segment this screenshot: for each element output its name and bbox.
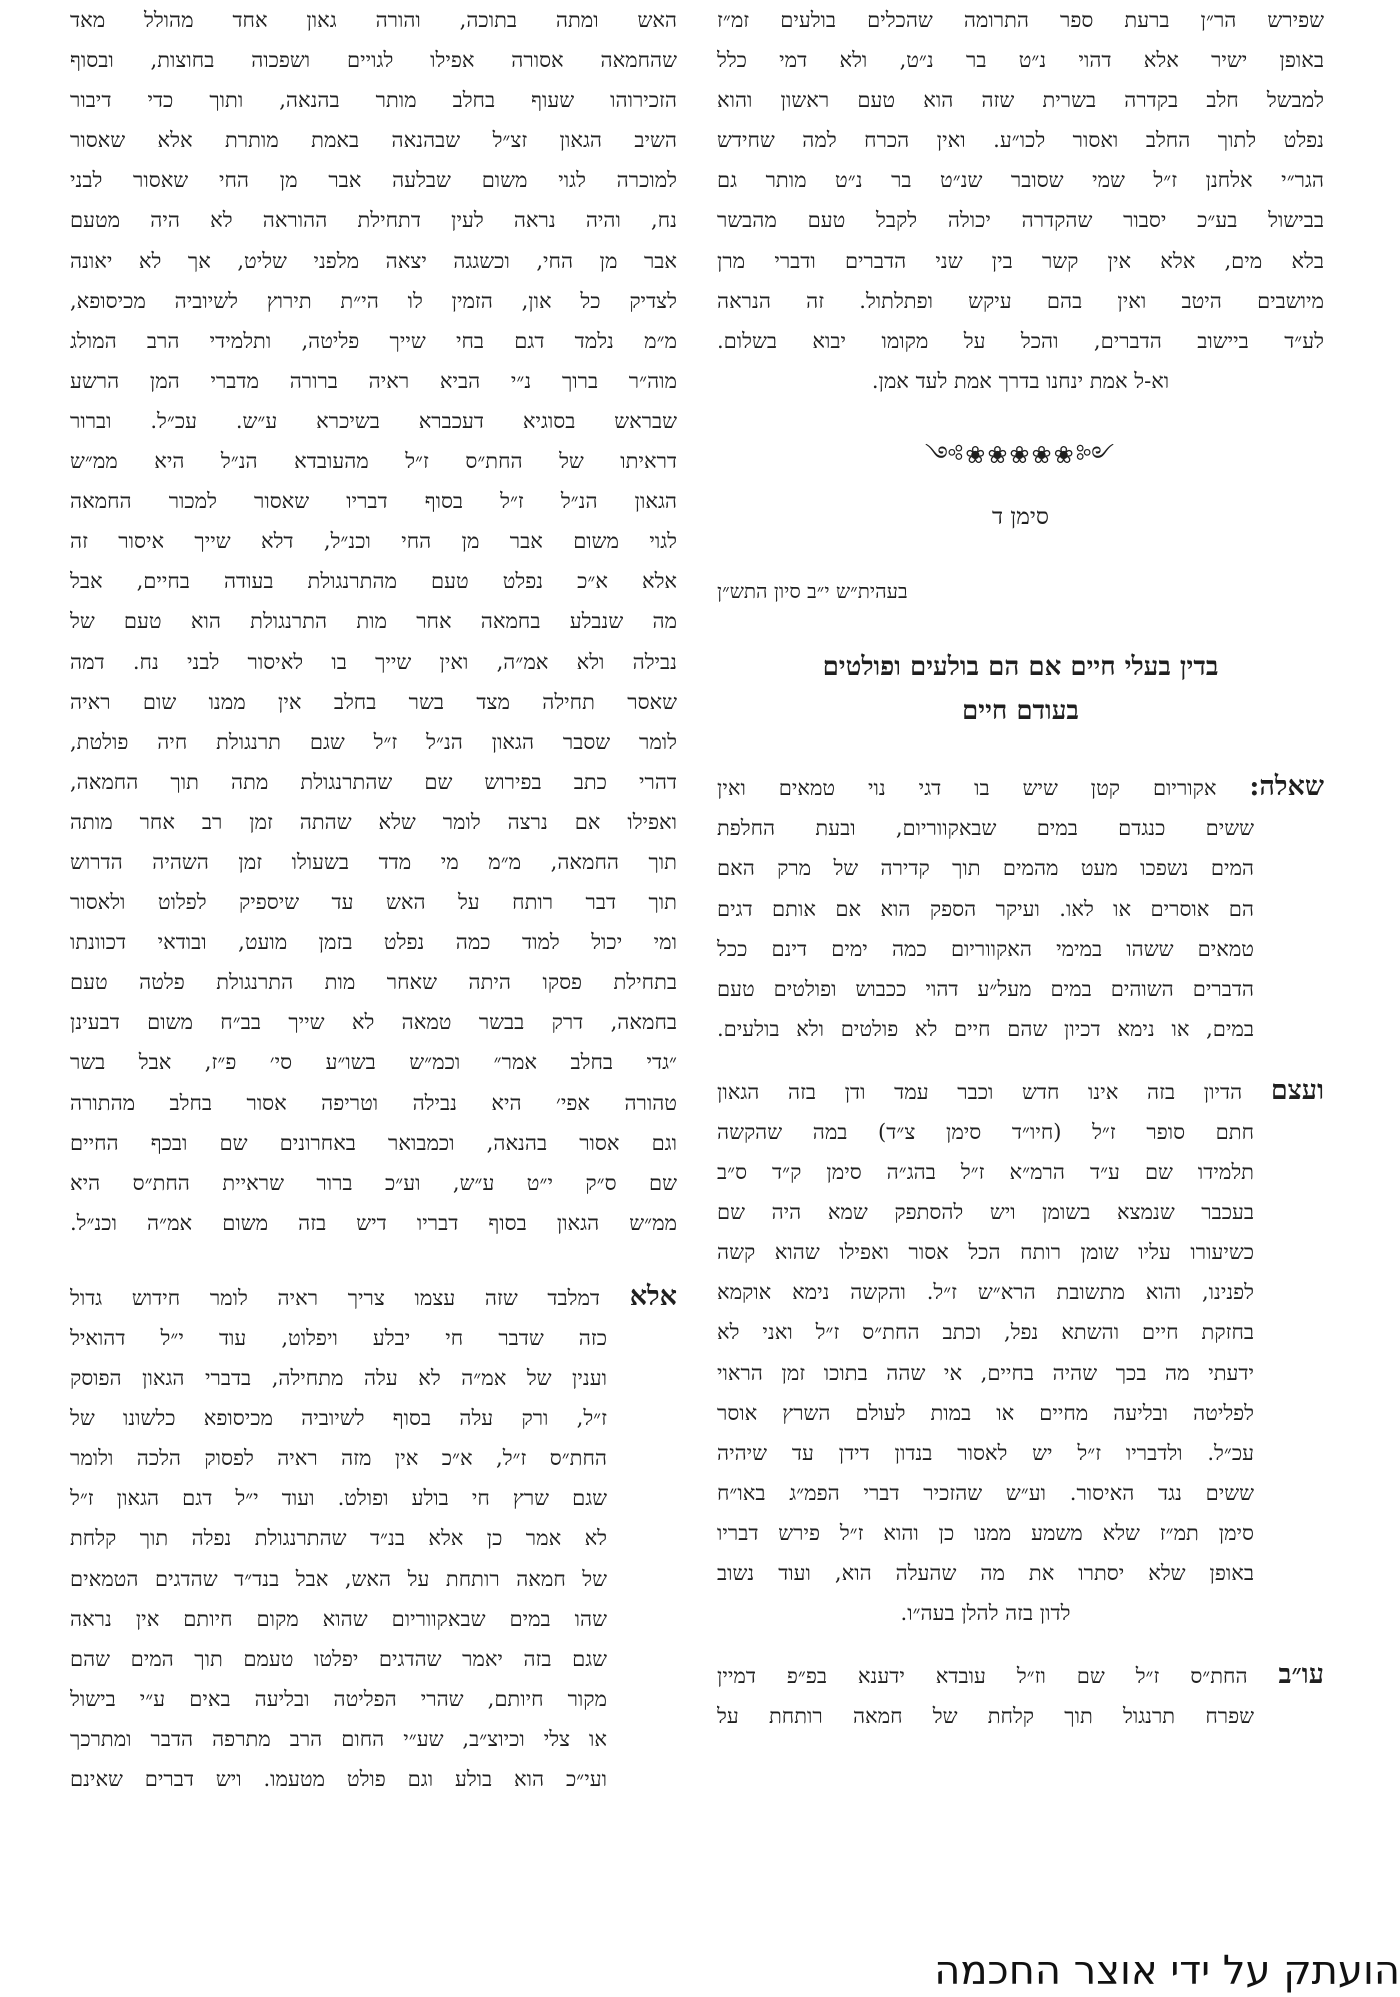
text-line: אבר מן החי, וכשגגה יצאה מלפני שליט, אך לא יאונה <box>70 248 677 273</box>
spacer <box>717 475 1324 497</box>
spacer <box>717 1633 1324 1655</box>
text-line: הגאון הנ״ל ז״ל בסוף דבריו שאסור למכור החמאה <box>70 489 677 514</box>
right-column <box>717 0 1324 1736</box>
essence-paragraph <box>717 1071 1324 1633</box>
text-line: טמאים ששהו במימי האקווריום כמה ימים דינם ככל <box>717 936 1254 961</box>
text-line: ידעתי מה בכך שהיה בחיים, אי שהה בתוכו זמן הראוי <box>717 1360 1254 1385</box>
text-line: עכ״ל. ולדבריו ז״ל יש לאסור בנדון דידן עד שיהיה <box>717 1440 1254 1465</box>
date-line: בעהית״ש י״ב סיון התש״ן <box>717 579 908 604</box>
text-line: נח, והיה נראה לעין דתחילת ההוראה לא היה מטעם <box>70 208 677 233</box>
text-line: לומר שסבר הגאון הנ״ל ז״ל שגם תרנגולת חיה פולטת, <box>70 729 677 754</box>
text-line: לצדיק כל און, הזמין לו הי״ת תירוץ לשיוביה מכיסופא, <box>70 288 677 313</box>
spacer <box>717 537 1324 571</box>
text-line: ששים נגד האיסור. וע״ש שהזכיר דברי הפמ״ג באו״ח <box>717 1480 1254 1505</box>
text-line: בלא מים, אלא אין קשר בין שני הדברים ודברי מרן <box>717 248 1324 273</box>
text-line: כשיעורו עליו שומן רותח הכל אסור ואפילו שהוא קשה <box>717 1240 1254 1265</box>
text-line: כזה שדבר חי יבלע ויפלוט, עוד י״ל דהואיל <box>70 1326 607 1350</box>
text-line: ועצם הדיון בזה אינו חדש וכבר עמד ודן בזה הגאון <box>717 1074 1324 1106</box>
text-line: תוך דבר רותח על האש עד שיספיק לפלוט ולאסור <box>70 890 677 915</box>
text-line: בתחילת פסקו היתה שאחר מות התרנגולת פלטה טעם <box>70 970 677 995</box>
paragraph-lead-word: אלא <box>629 1280 677 1312</box>
text-line: תלמידו שם ע״ד הרמ״א ז״ל בהג״ה סימן ק״ד ס״ב <box>717 1160 1254 1185</box>
spacer <box>717 611 1324 645</box>
text-line: בחזקת חיים והשתא נפל, וכתב החת״ס ז״ל ואני לא <box>717 1320 1254 1345</box>
ela-paragraph <box>70 1277 677 1799</box>
text-line: למוכרה לגוי משום שבלעה אבר מן החי שאסור לבני <box>70 168 677 193</box>
left-column <box>70 0 677 1799</box>
text-line: לפליטה ובליעה מחיים או במות לעולם השרץ אוסר <box>717 1400 1254 1425</box>
spacer <box>717 401 1324 435</box>
text-line: שם ס״ק י״ט ע״ש, וע״כ ברור שראיית החת״ס היא <box>70 1170 677 1195</box>
text-line: טהורה אפי׳ היא נבילה וטריפה אסור בחלב מהתורה <box>70 1090 677 1115</box>
text-line: שהחמאה אסורה אפילו לגויים ושפכוה בחוצות, ובסוף <box>70 48 677 73</box>
text-line: סימן תמ״ז שלא משמע ממנו כן והוא ז״ל פירש דבריו <box>717 1520 1254 1545</box>
text-line: עו״ב החת״ס ז״ל שם וז״ל עובדא ידענא בפ״פ דמיין <box>717 1659 1324 1691</box>
spacer <box>717 1049 1324 1071</box>
text-line: בעכבר שנמצא בשומן ויש להסתפק שמא היה שם <box>717 1200 1254 1225</box>
section-title-line1: בדין בעלי חיים אם הם בולעים ופולטים <box>822 652 1219 683</box>
section-title-line2: בעודם חיים <box>962 696 1079 727</box>
paragraph-lead-word: עו״ב <box>1278 1659 1324 1691</box>
text-line: מה שנבלע בחמאה אחר מות התרנגולת הוא טעם של <box>70 609 677 634</box>
text-line: לע״ד ביישוב הדברים, והכל על מקומו יבוא בשלום. <box>717 328 1324 353</box>
text-line: תוך החמאה, מ״מ מי מדד בשעולו זמן השהיה הדרוש <box>70 849 677 874</box>
text-line: באופן ישיר אלא דהוי נ״ט בר נ״ט, ולא דמי כלל <box>717 48 1324 73</box>
ornament-divider: ༺❀❀❀❀❀༻ <box>924 440 1117 469</box>
text-line: מ״מ נלמד דגם בחי שייך פליטה, ותלמידי הרב המולג <box>70 328 677 353</box>
text-line: בחמאה, דרק בבשר טמאה לא שייך בב״ח משום דבעינן <box>70 1010 677 1035</box>
text-line: בבישול בע״כ יסבור שהקדרה יכולה לקבל טעם מהבשר <box>717 208 1324 233</box>
text-line: ששים כנגדם במים שבאקווריום, ובעת החלפת <box>717 816 1254 841</box>
text-line: נפלט לתוך החלב ואסור לכו״ע. ואין הכרח למה שחידש <box>717 128 1324 153</box>
text-line: שפירש הר״ן ברעת ספר התרומה שהכלים בולעים זמ״ז <box>717 8 1324 32</box>
paragraph-lead-word: שאלה: <box>1249 771 1324 803</box>
text-line: שגם שרץ חי בולע ופולט. ועוד י״ל דגם הגאון ז״ל <box>70 1486 607 1511</box>
text-line: שבראש בסוגיא דעכברא בשיכרא ע״ש. עכ״ל. וברור <box>70 408 677 433</box>
spacer <box>70 1243 677 1277</box>
text-line: שהו במים שבאקווריום שהוא מקום חיותם אין נראה <box>70 1606 607 1631</box>
text-line: וענין של אמ״ה לא עלה מתחילה, בדברי הגאון הפוסק <box>70 1366 607 1391</box>
text-line: וא-ל אמת ינחנו בדרך אמת לעד אמן. <box>871 368 1170 393</box>
text-line: ממ״ש הגאון בסוף דבריו דיש בזה משום אמ״ה וכנ״ל. <box>70 1210 677 1235</box>
text-line: המים נשפכו מעט מהמים תוך קדירה של מרק האם <box>717 856 1254 881</box>
text-line: דהרי כתב בפירוש שם שהתרנגולת מתה תוך החמאה, <box>70 769 677 794</box>
text-line: ומי יכול למוד כמה נפלט בזמן מועט, ובודאי דכוונתו <box>70 930 677 955</box>
intro-paragraph <box>717 0 1324 401</box>
text-line: לדון בזה להלן בעה״ו. <box>900 1601 1071 1626</box>
text-line: החת״ס ז״ל, א״כ אין מזה ראיה לפסוק הלכה ולומר <box>70 1446 607 1471</box>
text-line: הם אוסרים או לאו. ועיקר הספק הוא אם אותם דגים <box>717 896 1254 921</box>
text-line: חתם סופר ז״ל (חיו״ד סימן צ״ד) במה שהקשה <box>717 1119 1254 1144</box>
text-line: במים, או נימא דכיון שהם חיים לא פולטים ולא בולעים. <box>717 1016 1254 1041</box>
text-line: השיב הגאון זצ״ל שבהנאה באמת מותרת אלא שאסור <box>70 128 677 153</box>
text-line: שגם בזה יאמר שהדגים יפלטו טעמם תוך המים שהם <box>70 1646 607 1671</box>
text-line: ז״ל, ורק עלה בסוף לשיוביה מכיסופא כלשונו של <box>70 1406 607 1431</box>
text-line: שאסר תחילה מצד בשר בחלב אין ממנו שום ראיה <box>70 689 677 714</box>
main-paragraph <box>70 0 677 1243</box>
text-line: וגם אסור בהנאה, וכמבואר באחרונים שם ובכף החיים <box>70 1130 677 1155</box>
text-line: מיושבים היטב ואין בהם עיקש ופתלתול. זה הנראה <box>717 288 1324 313</box>
ayin-paragraph <box>717 1655 1324 1736</box>
text-line: או צלי וכיוצ״ב, שע״י החום הרב מתרפה הדבר ומתרכך <box>70 1726 607 1751</box>
text-line: שאלה: אקוריום קטן שיש בו דגי נוי טמאים ואין <box>717 771 1324 803</box>
text-line: האש ומתה בתוכה, והורה גאון אחד מהולל מאד <box>70 8 677 32</box>
text-line: לפנינו, והוא מתשובת הרא״ש ז״ל. והקשה נימא אוקמא <box>717 1280 1254 1305</box>
text-line: הזכירוהו שעוף בחלב מותר בהנאה, ותוך כדי דיבור <box>70 88 677 113</box>
text-line: אלא דמלבד שזה עצמו צריך ראיה לומר חידוש גדול <box>70 1280 677 1312</box>
text-line: הדברים השוהים במים מעל״ע דהוי ככבוש ופולטים טעם <box>717 976 1254 1001</box>
text-line: למבשל חלב בקדרה בשרית שזה הוא טעם ראשון והוא <box>717 88 1324 113</box>
text-line: לא אמר כן אלא בנ״ד שהתרנגולת נפלה תוך קלחת <box>70 1526 607 1551</box>
text-line: מוה״ר ברוך נ״י הביא ראיה ברורה מדברי המן הרשע <box>70 368 677 393</box>
text-line: נבילה ולא אמ״ה, ואין שייך בו לאיסור לבני נח. דמה <box>70 649 677 674</box>
text-line: באופן שלא יסתרו את מה שהעלה הוא, ועוד נשוב <box>717 1561 1254 1585</box>
text-line: ועי״כ הוא בולע וגם פולט מטעמו. ויש דברים שאינם <box>70 1767 607 1792</box>
question-paragraph <box>717 767 1324 1049</box>
section-number: סימן ד <box>992 504 1049 531</box>
text-line: של חמאה רותחת על האש, אבל בנד״ד שהדגים הטמאים <box>70 1566 607 1591</box>
paragraph-lead-word: ועצם <box>1270 1074 1324 1106</box>
footer-watermark: הועתק על ידי אוצר החכמה <box>934 1948 1400 1994</box>
text-line: ״גדי בחלב אמר״ וכמ״ש בשו״ע סי׳ פ״ז, אבל בשר <box>70 1050 677 1075</box>
spacer <box>717 733 1324 767</box>
text-line: מקור חיותם, שהרי הפליטה ובליעה באים ע״י בישול <box>70 1686 607 1711</box>
text-line: אלא א״כ נפלט טעם מהתרנגולת בעודה בחיים, אבל <box>70 569 677 594</box>
text-line: ואפילו אם נרצה לומר שלא שהתה זמן רב אחר מותה <box>70 809 677 834</box>
text-line: לגוי משום אבר מן החי וכנ״ל, דלא שייך איסור זה <box>70 529 677 554</box>
text-line: דראיתו של החת״ס ז״ל מהעובדא הנ״ל היא ממ״ש <box>70 449 677 474</box>
text-line: שפרח תרנגול תוך קלחת של חמאה רותחת על <box>717 1704 1254 1729</box>
text-line: הגר״י אלחנן ז״ל שמי שסובר שנ״ט בר נ״ט מותר גם <box>717 168 1324 193</box>
